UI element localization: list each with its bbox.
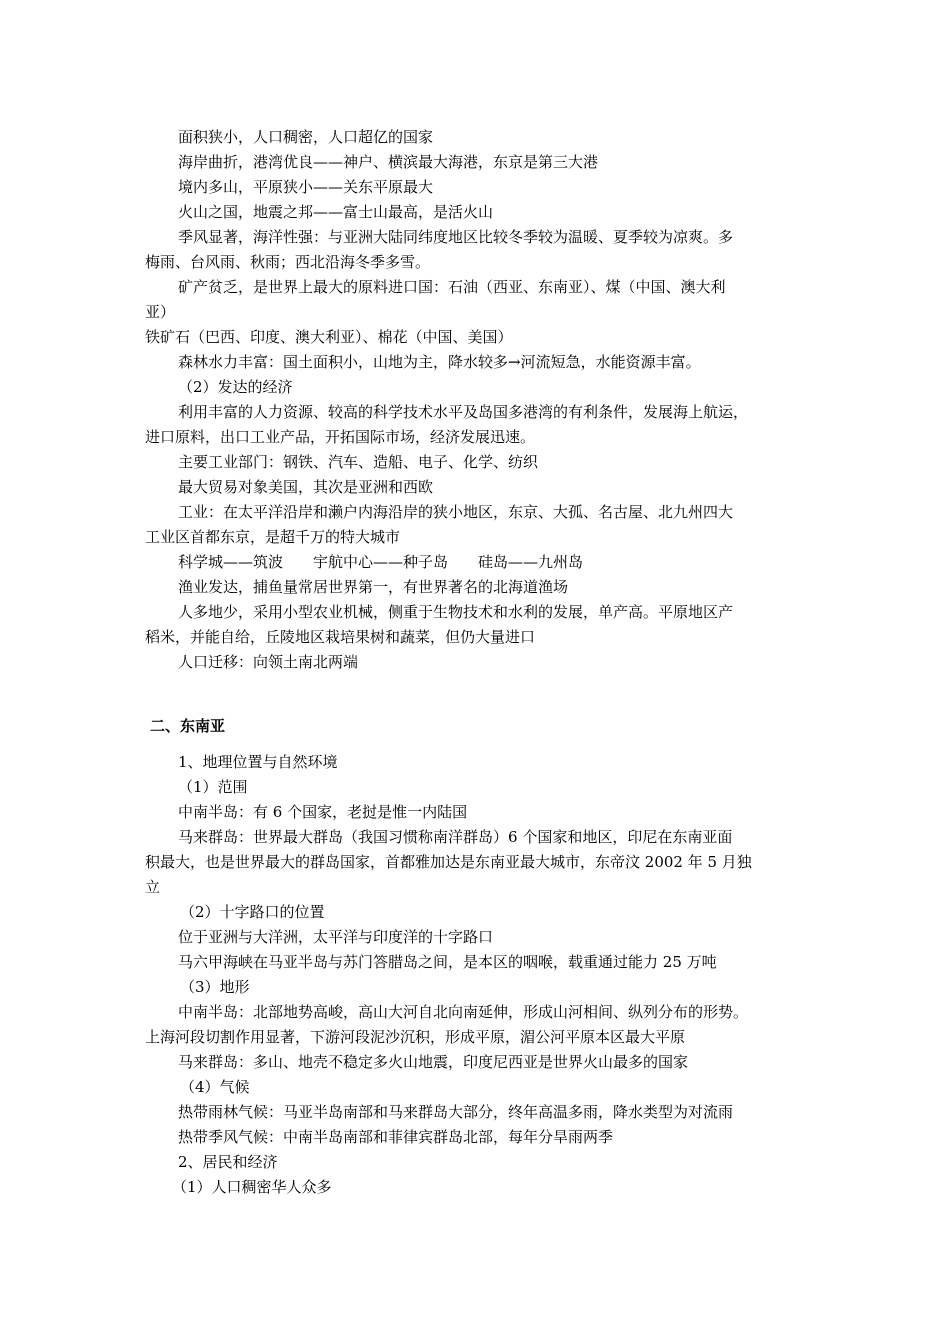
paragraph-line: 立 bbox=[145, 878, 161, 896]
section-heading: 二、东南亚 bbox=[150, 717, 226, 735]
space-center-text: 宇航中心——种子岛 bbox=[313, 553, 449, 571]
paragraph-line: 火山之国，地震之邦——富士山最高，是活火山 bbox=[178, 203, 494, 221]
paragraph-line: 上海河段切割作用显著，下游河段泥沙沉积，形成平原，湄公河平原本区最大平原 bbox=[145, 1028, 686, 1046]
paragraph-line: 进口原料，出口工业产品，开拓国际市场，经济发展迅速。 bbox=[145, 428, 536, 446]
section-subheading: （3）地形 bbox=[180, 978, 250, 996]
paragraph-line: 主要工业部门：钢铁、汽车、造船、电子、化学、纺织 bbox=[178, 453, 539, 471]
paragraph-line: 海岸曲折，港湾优良——神户、横滨最大海港，东京是第三大港 bbox=[178, 153, 599, 171]
paragraph-line: 热带雨林气候：马亚半岛南部和马来群岛大部分，终年高温多雨，降水类型为对流雨 bbox=[178, 1103, 734, 1121]
section-subheading: （1）人口稠密华人众多 bbox=[172, 1178, 332, 1196]
paragraph-line: 人多地少，采用小型农业机械，侧重于生物技术和水利的发展，单产高。平原地区产 bbox=[178, 603, 734, 621]
paragraph-line: 马六甲海峡在马亚半岛与苏门答腊岛之间，是本区的咽喉，载重通过能力 25 万吨 bbox=[178, 953, 717, 971]
paragraph-line: 工业区首都东京，是超千万的特大城市 bbox=[145, 528, 401, 546]
section-subheading: （2）十字路口的位置 bbox=[180, 903, 325, 921]
paragraph-line: 渔业发达，捕鱼量常居世界第一，有世界著名的北海道渔场 bbox=[178, 578, 569, 596]
silicon-island-text: 硅岛——九州岛 bbox=[478, 553, 584, 571]
section-subheading: 2、居民和经济 bbox=[178, 1153, 278, 1171]
paragraph-line: 中南半岛：有 6 个国家，老挝是惟一内陆国 bbox=[178, 803, 468, 821]
paragraph-line: 季风显著，海洋性强：与亚洲大陆同纬度地区比较冬季较为温暖、夏季较为凉爽。多 bbox=[178, 228, 734, 246]
paragraph-line: 森林水力丰富：国土面积小，山地为主，降水较多→河流短急，水能资源丰富。 bbox=[178, 353, 701, 371]
paragraph-line: 马来群岛：世界最大群岛（我国习惯称南洋群岛）6 个国家和地区，印尼在东南亚面 bbox=[178, 828, 733, 846]
paragraph-line: 利用丰富的人力资源、较高的科学技术水平及岛国多港湾的有利条件，发展海上航运， bbox=[178, 403, 749, 421]
section-subheading: （2）发达的经济 bbox=[178, 378, 293, 396]
paragraph-line: 稻米，并能自给，丘陵地区栽培果树和蔬菜，但仍大量进口 bbox=[145, 628, 536, 646]
paragraph-line: 矿产贫乏，是世界上最大的原料进口国：石油（西亚、东南亚）、煤（中国、澳大利 bbox=[178, 278, 726, 296]
paragraph-line: 面积狭小，人口稠密，人口超亿的国家 bbox=[178, 128, 434, 146]
paragraph-line: 梅雨、台风雨、秋雨；西北沿海冬季多雪。 bbox=[145, 253, 431, 271]
paragraph-line: 人口迁移：向领土南北两端 bbox=[178, 653, 359, 671]
section-subheading: （4）气候 bbox=[180, 1078, 250, 1096]
paragraph-line: 中南半岛：北部地势高峻，高山大河自北向南延伸，形成山河相间、纵列分布的形势。 bbox=[178, 1003, 749, 1021]
paragraph-line bbox=[178, 552, 583, 572]
paragraph-line: 最大贸易对象美国，其次是亚洲和西欧 bbox=[178, 478, 434, 496]
paragraph-line: 位于亚洲与大洋洲，太平洋与印度洋的十字路口 bbox=[178, 928, 494, 946]
section-subheading: （1）范围 bbox=[178, 778, 248, 796]
paragraph-line: 马来群岛：多山、地壳不稳定多火山地震，印度尼西亚是世界火山最多的国家 bbox=[178, 1053, 689, 1071]
science-city-text: 科学城——筑波 bbox=[178, 553, 284, 571]
paragraph-line: 热带季风气候：中南半岛南部和菲律宾群岛北部，每年分旱雨两季 bbox=[178, 1128, 614, 1146]
section-subheading: 1、地理位置与自然环境 bbox=[178, 753, 338, 771]
paragraph-line: 铁矿石（巴西、印度、澳大利亚）、棉花（中国、美国） bbox=[145, 328, 513, 346]
paragraph-line: 境内多山，平原狭小——关东平原最大 bbox=[178, 178, 434, 196]
paragraph-line: 工业：在太平洋沿岸和濑户内海沿岸的狭小地区，东京、大孤、名古屋、北九州四大 bbox=[178, 503, 734, 521]
paragraph-line: 积最大，也是世界最大的群岛国家，首都雅加达是东南亚最大城市，东帝汶 2002 年 5 月独 bbox=[145, 853, 752, 871]
paragraph-line: 亚） bbox=[145, 303, 176, 321]
